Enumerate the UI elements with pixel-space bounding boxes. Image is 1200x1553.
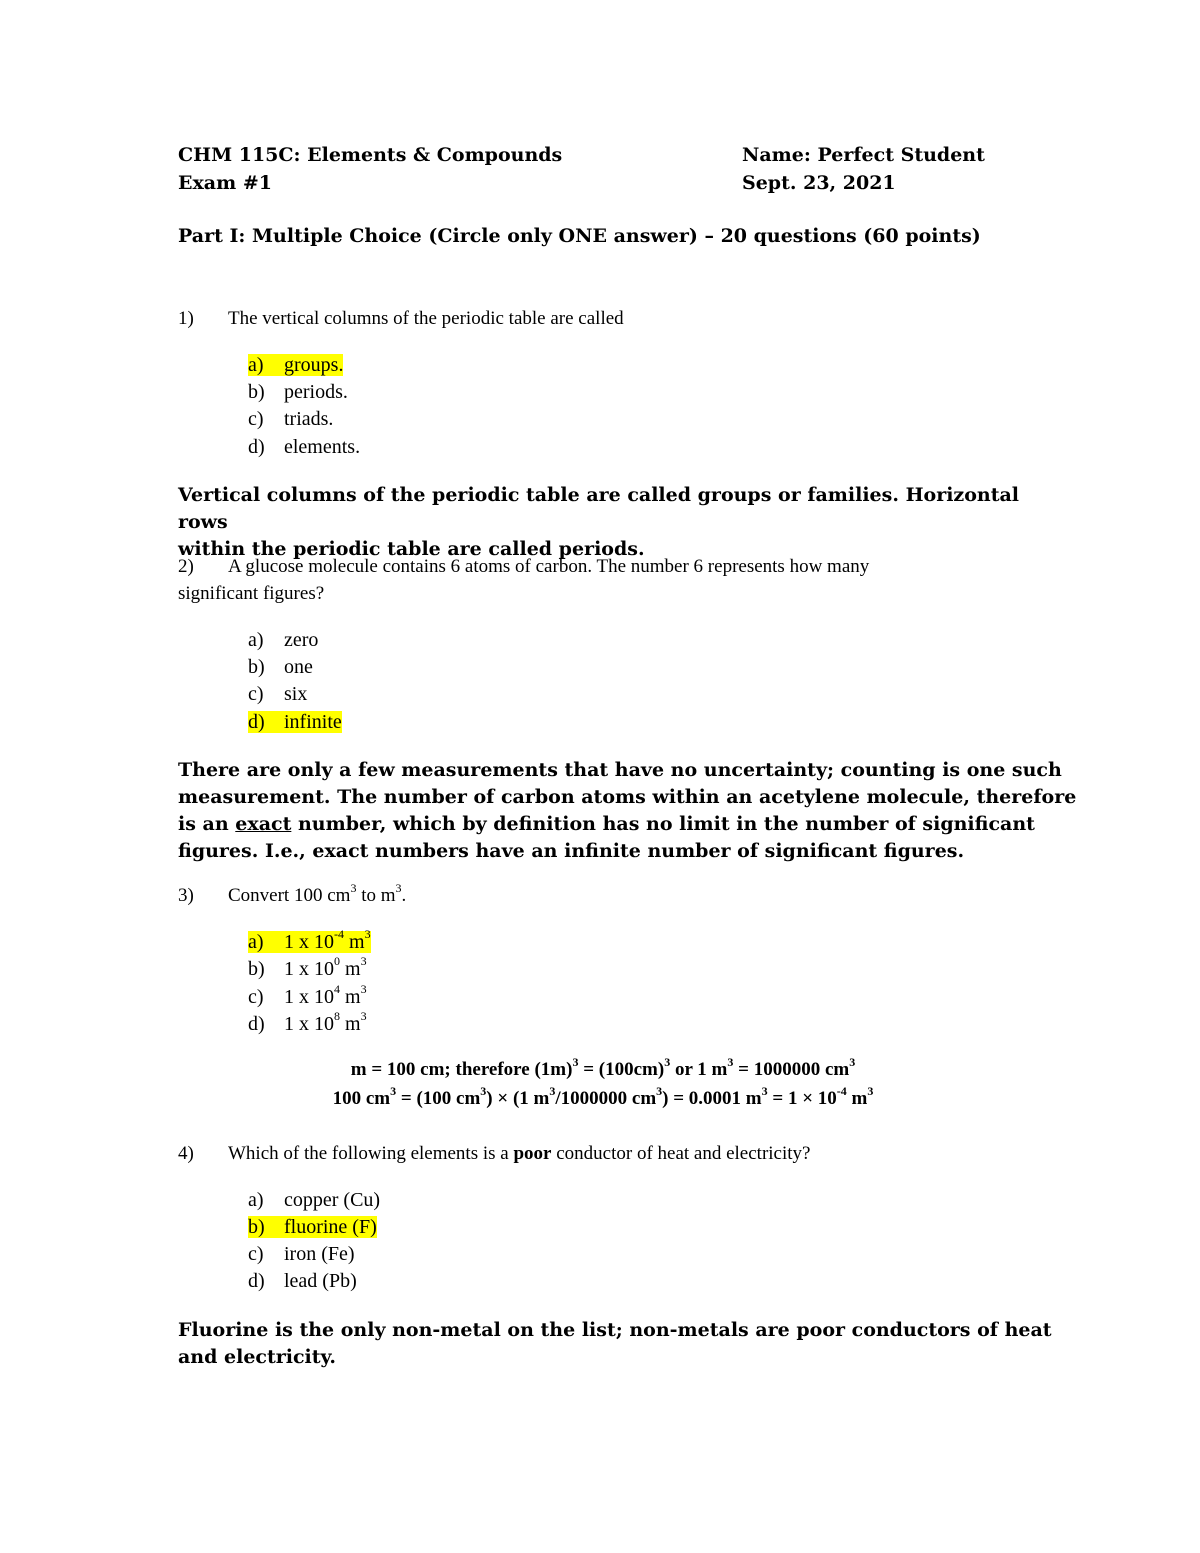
question-3-text: Convert 100 $cm^3$ to $m^3$. [228, 881, 407, 906]
q2-option-a[interactable] [248, 629, 318, 652]
option-label: b) [248, 656, 265, 678]
option-label: c) [248, 986, 264, 1008]
exam-number: Exam #1 [178, 172, 272, 194]
question-1-number: 1) [178, 308, 194, 329]
explanation-line: within the periodic table are called periods. [178, 538, 645, 560]
option-label: d) [248, 436, 265, 458]
option-text: periods. [284, 381, 348, 403]
q2-option-d[interactable] [248, 711, 342, 734]
explanation-line: Vertical columns of the periodic table are called groups or families. Horizontal rows [178, 484, 1020, 533]
option-text: iron (Fe) [284, 1243, 355, 1265]
q2-option-c[interactable] [248, 683, 307, 706]
option-text: fluorine (F) [284, 1216, 377, 1238]
option-label: d) [248, 711, 265, 733]
option-label: c) [248, 1243, 264, 1265]
option-text: one [284, 656, 313, 678]
exam-date: Sept. 23, 2021 [742, 172, 896, 194]
option-label: b) [248, 958, 265, 980]
option-label: a) [248, 354, 264, 376]
explanation-line: Fluorine is the only non-metal on the list; non-metals are poor conductors of heat [178, 1319, 1052, 1341]
explanation-line: figures. I.e., exact numbers have an infinite number of significant figures. [178, 840, 965, 862]
q3-option-c[interactable]: c) 1 x $10^4$ $m^3$ [248, 982, 367, 1008]
q3-work-line-1: m = 100 cm; therefore $(1m)^3 = (100cm)^3$ or 1 $m^3 = 1000000$ $cm^3$ [350, 1055, 856, 1080]
question-4-number: 4) [178, 1143, 194, 1164]
option-label: a) [248, 931, 264, 953]
q4-explanation [178, 1317, 1078, 1371]
option-text: lead (Pb) [284, 1270, 357, 1292]
option-label: a) [248, 1189, 264, 1211]
question-1-text: The vertical columns of the periodic table are called [228, 308, 624, 329]
option-label: c) [248, 408, 264, 430]
part-heading: Part I: Multiple Choice (Circle only ONE answer) – 20 questions (60 points) [178, 225, 981, 247]
q2-option-b[interactable] [248, 656, 313, 679]
question-2-text-line1: A glucose molecule contains 6 atoms of carbon. The number 6 represents how many [228, 556, 870, 577]
option-label: d) [248, 1270, 265, 1292]
student-name: Name: Perfect Student [742, 144, 985, 166]
q4-option-b[interactable] [248, 1216, 377, 1239]
question-3-number: 3) [178, 885, 194, 906]
q1-option-d[interactable] [248, 436, 360, 459]
explanation-line: is an exact number, which by definition has no limit in the number of significant [178, 813, 1035, 835]
option-text: infinite [284, 711, 342, 733]
explanation-line: There are only a few measurements that have no uncertainty; counting is one such [178, 759, 1062, 781]
q3-option-a[interactable]: a) 1 x $10^{-4}$ $m^3$ [248, 927, 371, 953]
option-text: copper (Cu) [284, 1189, 381, 1211]
explanation-line: measurement. The number of carbon atoms within an acetylene molecule, therefore [178, 786, 1077, 808]
q4-option-a[interactable] [248, 1189, 380, 1212]
q1-option-b[interactable] [248, 381, 348, 404]
option-text: triads. [284, 408, 334, 430]
q3-option-d[interactable]: d) 1 x $10^8$ $m^3$ [248, 1009, 367, 1035]
option-label: b) [248, 1216, 265, 1238]
option-text: elements. [284, 436, 361, 458]
q1-option-a[interactable] [248, 354, 343, 377]
q4-option-d[interactable] [248, 1270, 357, 1293]
option-label: a) [248, 629, 264, 651]
q3-option-b[interactable]: b) 1 x $10^0$ $m^3$ [248, 954, 367, 980]
q1-explanation [178, 482, 1058, 563]
emphasis-exact: exact [235, 813, 292, 835]
q2-explanation [178, 757, 1078, 865]
q1-option-c[interactable] [248, 408, 333, 431]
question-2-number: 2) [178, 556, 194, 577]
option-text: groups. [284, 354, 344, 376]
option-text: zero [284, 629, 319, 651]
option-label: b) [248, 381, 265, 403]
question-4-text: Which of the following elements is a poor conductor of heat and electricity? [228, 1143, 811, 1164]
question-2-text-line2: significant figures? [178, 583, 325, 604]
option-label: c) [248, 683, 264, 705]
q3-work-line-2: 100 $cm^3 = (100$ $cm^3) \times (1$ $m^3/1000000$ $cm^3) = 0.0001$ $m^3 = 1 \times 10^{-4}$ $m^3$ [332, 1084, 874, 1109]
q4-option-c[interactable] [248, 1243, 355, 1266]
option-text: six [284, 683, 308, 705]
option-label: d) [248, 1013, 265, 1035]
course-title: CHM 115C: Elements & Compounds [178, 144, 563, 166]
explanation-line: and electricity. [178, 1346, 337, 1368]
